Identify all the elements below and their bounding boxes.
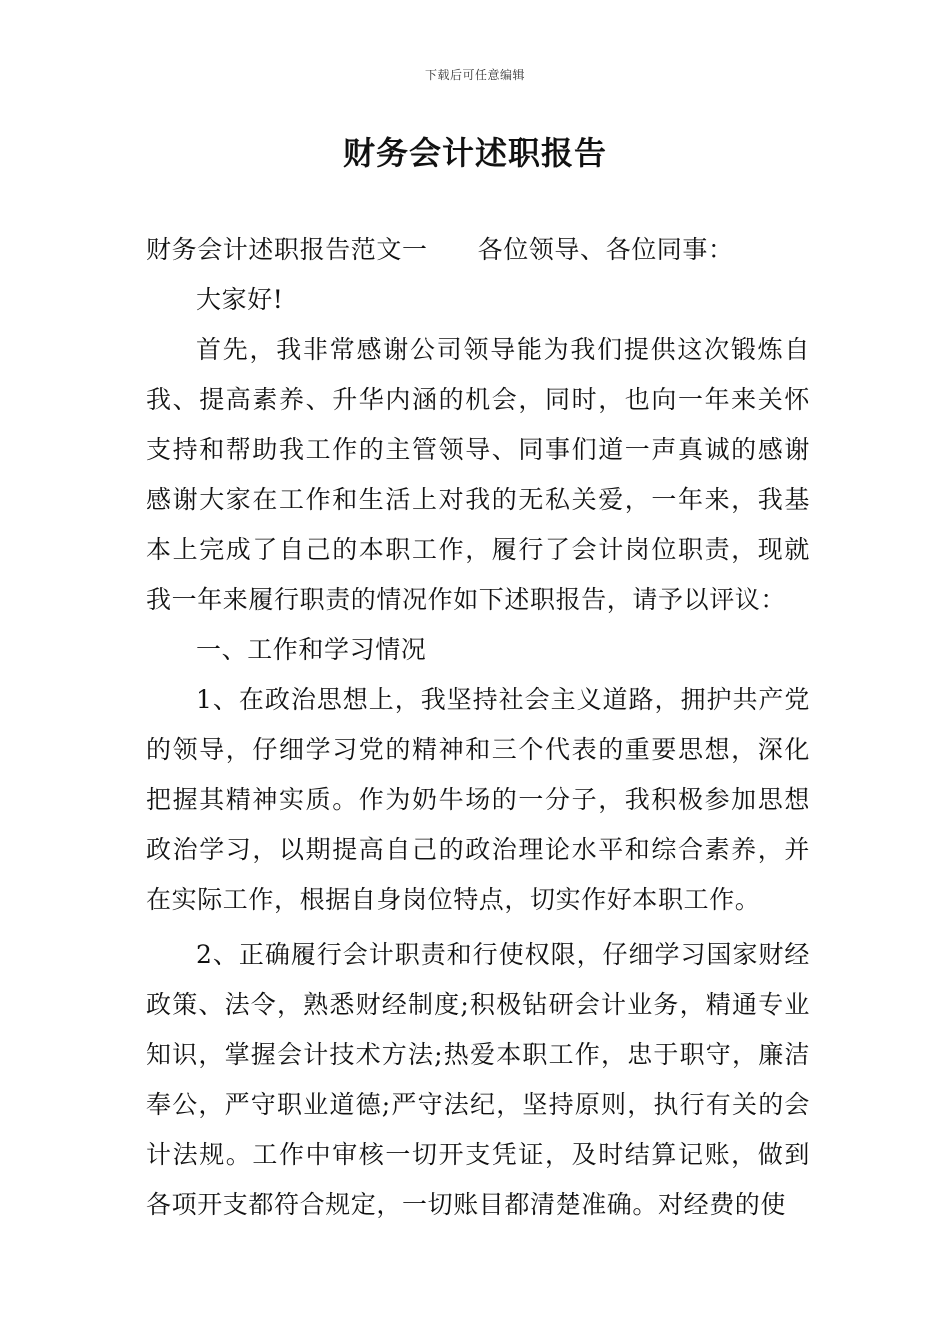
paragraph-item-2: 2、正确履行会计职责和行使权限，仔细学习国家财经政策、法令，熟悉财经制度;积极钻研会计业务，精通专业知识，掌握会计技术方法;热爱本职工作，忠于职守，廉洁奉公，严守职业道德;严守法纪，坚持原则，执行有关的会计法规。工作中审核一切开支凭证，及时结算记账，做到各项开支都符合规定，一切账目都清楚准确。对经费的使	[146, 940, 810, 1219]
paragraph-item-1: 1、在政治思想上，我坚持社会主义道路，拥护共产党的领导，仔细学习党的精神和三个代表的重要思想，深化把握其精神实质。作为奶牛场的一分子，我积极参加思想政治学习，以期提高自己的政治理论水平和综合素养，并在实际工作，根据自身岗位特点，切实作好本职工作。	[146, 685, 810, 914]
document-subtitle: 财务会计述职报告范文一	[146, 235, 428, 264]
header-note: 下载后可任意编辑	[424, 68, 525, 82]
paragraph-intro: 首先，我非常感谢公司领导能为我们提供这次锻炼自我、提高素养、升华内涵的机会，同时，也向一年来关怀支持和帮助我工作的主管领导、同事们道一声真诚的感谢感谢大家在工作和生活上对我的无私关爱，一年来，我基本上完成了自己的本职工作，履行了会计岗位职责，现就我一年来履行职责的情况作如下述职报告，请予以评议：	[146, 335, 810, 614]
salutation: 各位领导、各位同事：	[477, 235, 734, 264]
document-title: 财务会计述职报告	[342, 134, 607, 172]
document-body	[146, 225, 810, 1230]
subtitle-line	[146, 225, 810, 275]
greeting: 大家好!	[196, 285, 284, 314]
section-heading: 一、工作和学习情况	[196, 635, 427, 664]
